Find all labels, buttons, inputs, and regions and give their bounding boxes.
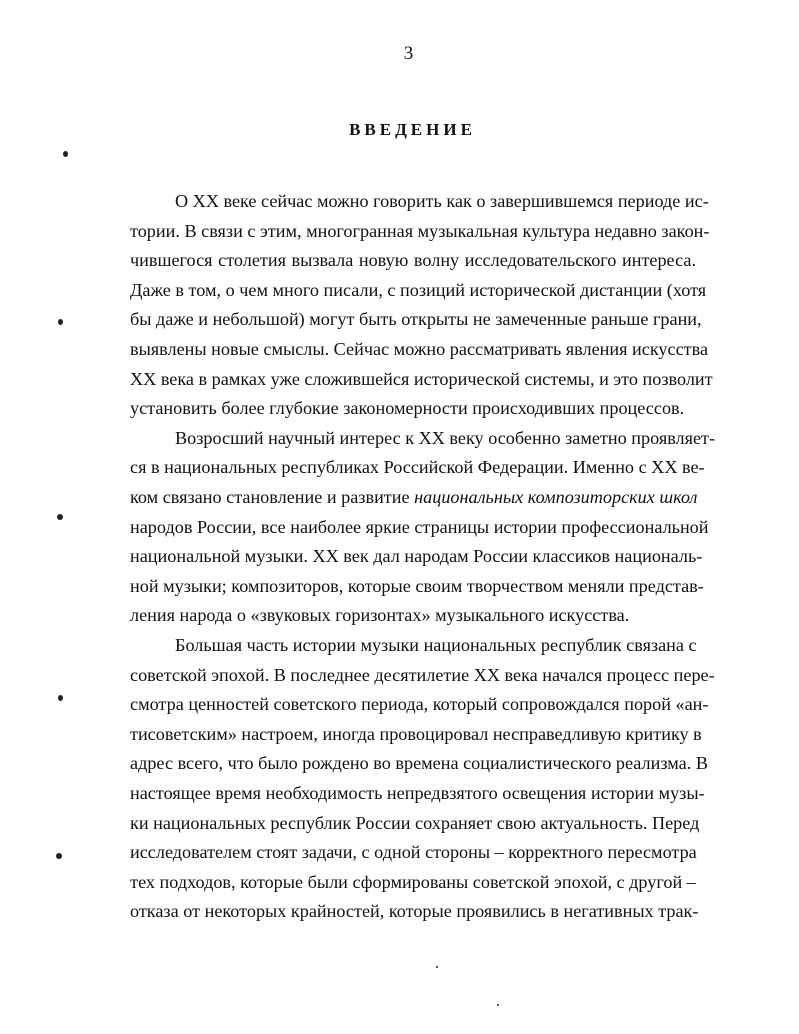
text-line: исследователем стоят задачи, с одной стороны – корректного пересмотра (130, 842, 697, 862)
scan-speck (58, 319, 63, 325)
text-line: О XX веке сейчас можно говорить как о завершившемся периоде ис- (175, 191, 709, 211)
text-line: отказа от некоторых крайностей, которые проявились в негативных трак- (130, 901, 699, 921)
text-line: тории. В связи с этим, многогранная музыкальная культура недавно закон- (130, 221, 710, 241)
text-line: ления народа о «звуковых горизонтах» музыкального искусства. (130, 605, 630, 625)
text-line: ной музыки; композиторов, которые своим творчеством меняли представ- (130, 576, 704, 596)
page-number: 3 (403, 43, 414, 64)
scan-speck (58, 695, 63, 701)
text-line: выявлены новые смыслы. Сейчас можно рассматривать явления искусства (130, 339, 709, 359)
scan-speck (63, 151, 68, 157)
text-line: настоящее время необходимость непредвзятого освещения истории музы- (130, 783, 705, 803)
text-line: национальной музыки. XX век дал народам России классиков националь- (130, 546, 703, 566)
text-line: тех подходов, которые были сформированы советской эпохой, с другой – (130, 872, 696, 892)
text-line: ки национальных республик России сохраняет свою актуальность. Перед (130, 813, 700, 833)
text-line: Даже в том, о чем много писали, с позиций исторической дистанции (хотя (130, 280, 707, 300)
text-line: смотра ценностей советского периода, который сопровождался порой «ан- (130, 694, 709, 714)
text-line: Большая часть истории музыки национальных республик связана с (175, 635, 697, 655)
scan-speck (436, 966, 438, 968)
scan-speck (497, 1004, 499, 1006)
text-line: Возросший научный интерес к XX веку особенно заметно проявляет- (175, 428, 716, 448)
text-line: адрес всего, что было рождено во времена социалистического реализма. В (130, 753, 708, 773)
page-title: ВВЕДЕНИЕ (349, 120, 476, 139)
scan-speck (56, 853, 62, 859)
italic-phrase: национальных композиторских школ (414, 487, 698, 507)
text-line: чившегося столетия вызвала новую волну исследовательского интереса. (130, 250, 696, 270)
text-line: народов России, все наиболее яркие страницы истории профессиональной (130, 517, 709, 537)
text-line: ком связано становление и развитие национальных композиторских школ (130, 487, 698, 507)
text-line: установить более глубокие закономерности происходивших процессов. (130, 398, 685, 418)
text-line: бы даже и небольшой) могут быть открыты не замеченные раньше грани, (130, 309, 702, 329)
text-line: XX века в рамках уже сложившейся исторической системы, и это позволит (130, 369, 713, 389)
text-line: ся в национальных республиках Российской Федерации. Именно с XX ве- (130, 457, 705, 477)
text-line: советской эпохой. В последнее десятилетие XX века начался процесс пере- (130, 665, 715, 685)
scan-speck (57, 514, 63, 520)
text-line: тисоветским» настроем, иногда провоцировал несправедливую критику в (130, 724, 702, 744)
